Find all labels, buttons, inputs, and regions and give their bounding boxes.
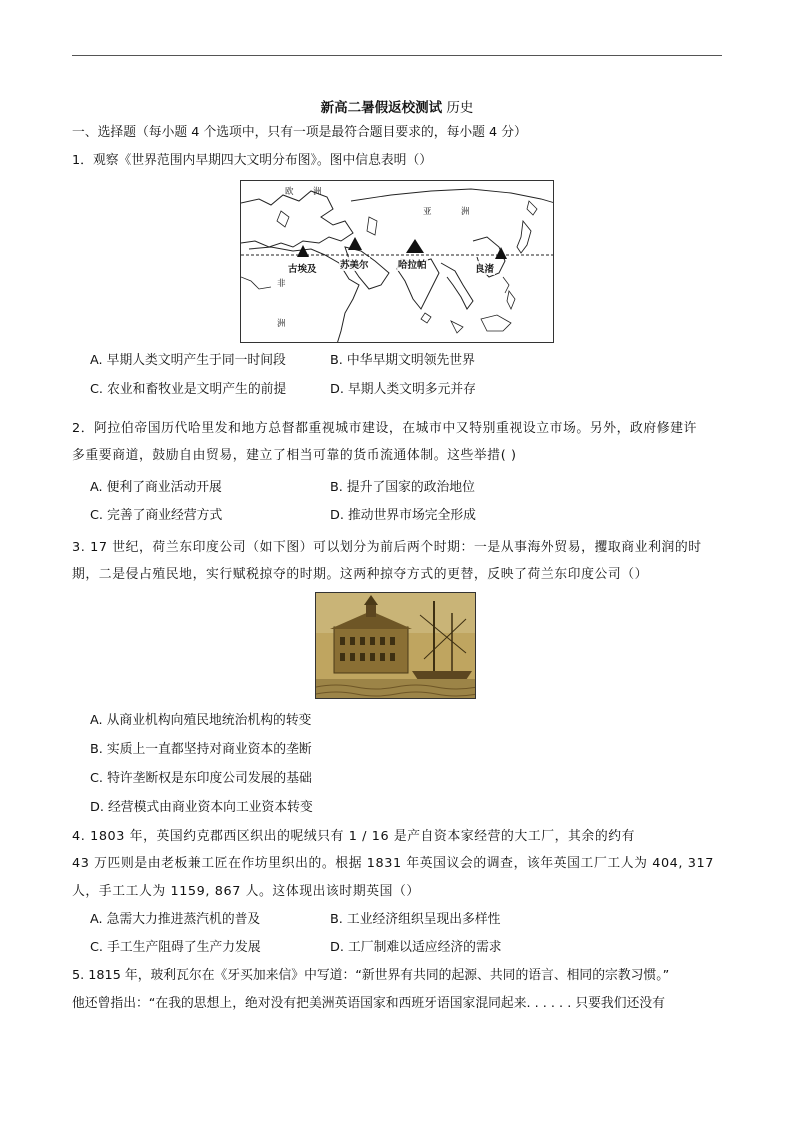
q3-option-a: A. 从商业机构向殖民地统治机构的转变 [90,713,312,728]
map-civ-harappa: 哈拉帕 [397,257,428,271]
map-civ-egypt: 古埃及 [287,261,318,275]
q2-option-c: C. 完善了商业经营方式 [90,508,223,523]
header-rule [72,55,722,56]
q4-option-b: B. 工业经济组织呈现出多样性 [330,912,501,927]
map-label-asia-1: 亚 [423,207,432,217]
map-label-africa-2: 洲 [277,319,286,329]
title-bold: 新高二暑假返校测试 [320,100,443,116]
q4-option-c: C. 手工生产阻碍了生产力发展 [90,940,261,955]
map-civ-sumer: 苏美尔 [339,257,370,271]
q1-option-a: A. 早期人类文明产生于同一时间段 [90,353,286,368]
section-heading: 一、选择题（每小题 4 个选项中，只有一项是最符合题目要求的，每小题 4 分） [72,125,527,140]
q4-stem-line-3: 人，手工工人为 1159, 867 人。这体现出该时期英国（） [72,884,420,899]
q3-stem-line-1: 3. 17 世纪，荷兰东印度公司（如下图）可以划分为前后两个时期：一是从事海外贸易，攫取商业利润的时 [72,540,702,555]
q3-option-c: C. 特许垄断权是东印度公司发展的基础 [90,771,312,786]
q2-option-b: B. 提升了国家的政治地位 [330,480,475,495]
world-civilizations-map [240,180,554,343]
q3-option-b: B. 实质上一直都坚持对商业资本的垄断 [90,742,312,757]
q4-stem-line-1: 4. 1803 年，英国约克郡西区织出的呢绒只有 1 / 16 是产自资本家经营的大工厂，其余的约有 [72,829,636,844]
q2-option-a: A. 便利了商业活动开展 [90,480,222,495]
page-title [0,96,794,116]
map-label-asia-2: 洲 [461,207,470,217]
map-label-europe-1: 欧 [285,187,294,197]
map-civ-liangzhu: 良渚 [474,261,495,275]
dutch-east-india-company-engraving [315,592,476,699]
map-label-africa-1: 非 [277,279,286,289]
q4-stem-line-2: 43 万匹则是由老板兼工匠在作坊里织出的。根据 1831 年英国议会的调查，该年英国工厂工人为 404, 317 [72,856,714,871]
q2-option-d: D. 推动世界市场完全形成 [330,508,476,523]
q1-option-c: C. 农业和畜牧业是文明产生的前提 [90,382,287,397]
q2-stem-line-2: 多重要商道，鼓励自由贸易，建立了相当可靠的货币流通体制。这些举措( ) [72,448,517,463]
q3-option-d: D. 经营模式由商业资本向工业资本转变 [90,800,313,815]
q4-option-d: D. 工厂制难以适应经济的需求 [330,940,502,955]
q1-option-d: D. 早期人类文明多元并存 [330,382,476,397]
q1-option-b: B. 中华早期文明领先世界 [330,353,475,368]
q1-stem: 1．观察《世界范围内早期四大文明分布图》。图中信息表明（） [72,153,433,168]
q2-stem-line-1: 2．阿拉伯帝国历代哈里发和地方总督都重视城市建设，在城市中又特别重视设立市场。另外，政府修建许 [72,421,697,436]
q4-option-a: A. 急需大力推进蒸汽机的普及 [90,912,261,927]
q3-stem-line-2: 期，二是侵占殖民地，实行赋税掠夺的时期。这两种掠夺方式的更替，反映了荷兰东印度公司（） [72,567,649,582]
title-subject: 历史 [442,100,474,116]
engraving-drawing [316,593,476,699]
map-label-europe-2: 洲 [313,187,322,197]
q5-stem-line-1: 5. 1815 年，玻利瓦尔在《牙买加来信》中写道：“新世界有共同的起源、共同的语言、相同的宗教习惯。” [72,968,670,983]
q5-stem-line-2: 他还曾指出：“在我的思想上，绝对没有把美洲英语国家和西班牙语国家混同起来. . . . . . 只要我们还没有 [72,996,665,1011]
